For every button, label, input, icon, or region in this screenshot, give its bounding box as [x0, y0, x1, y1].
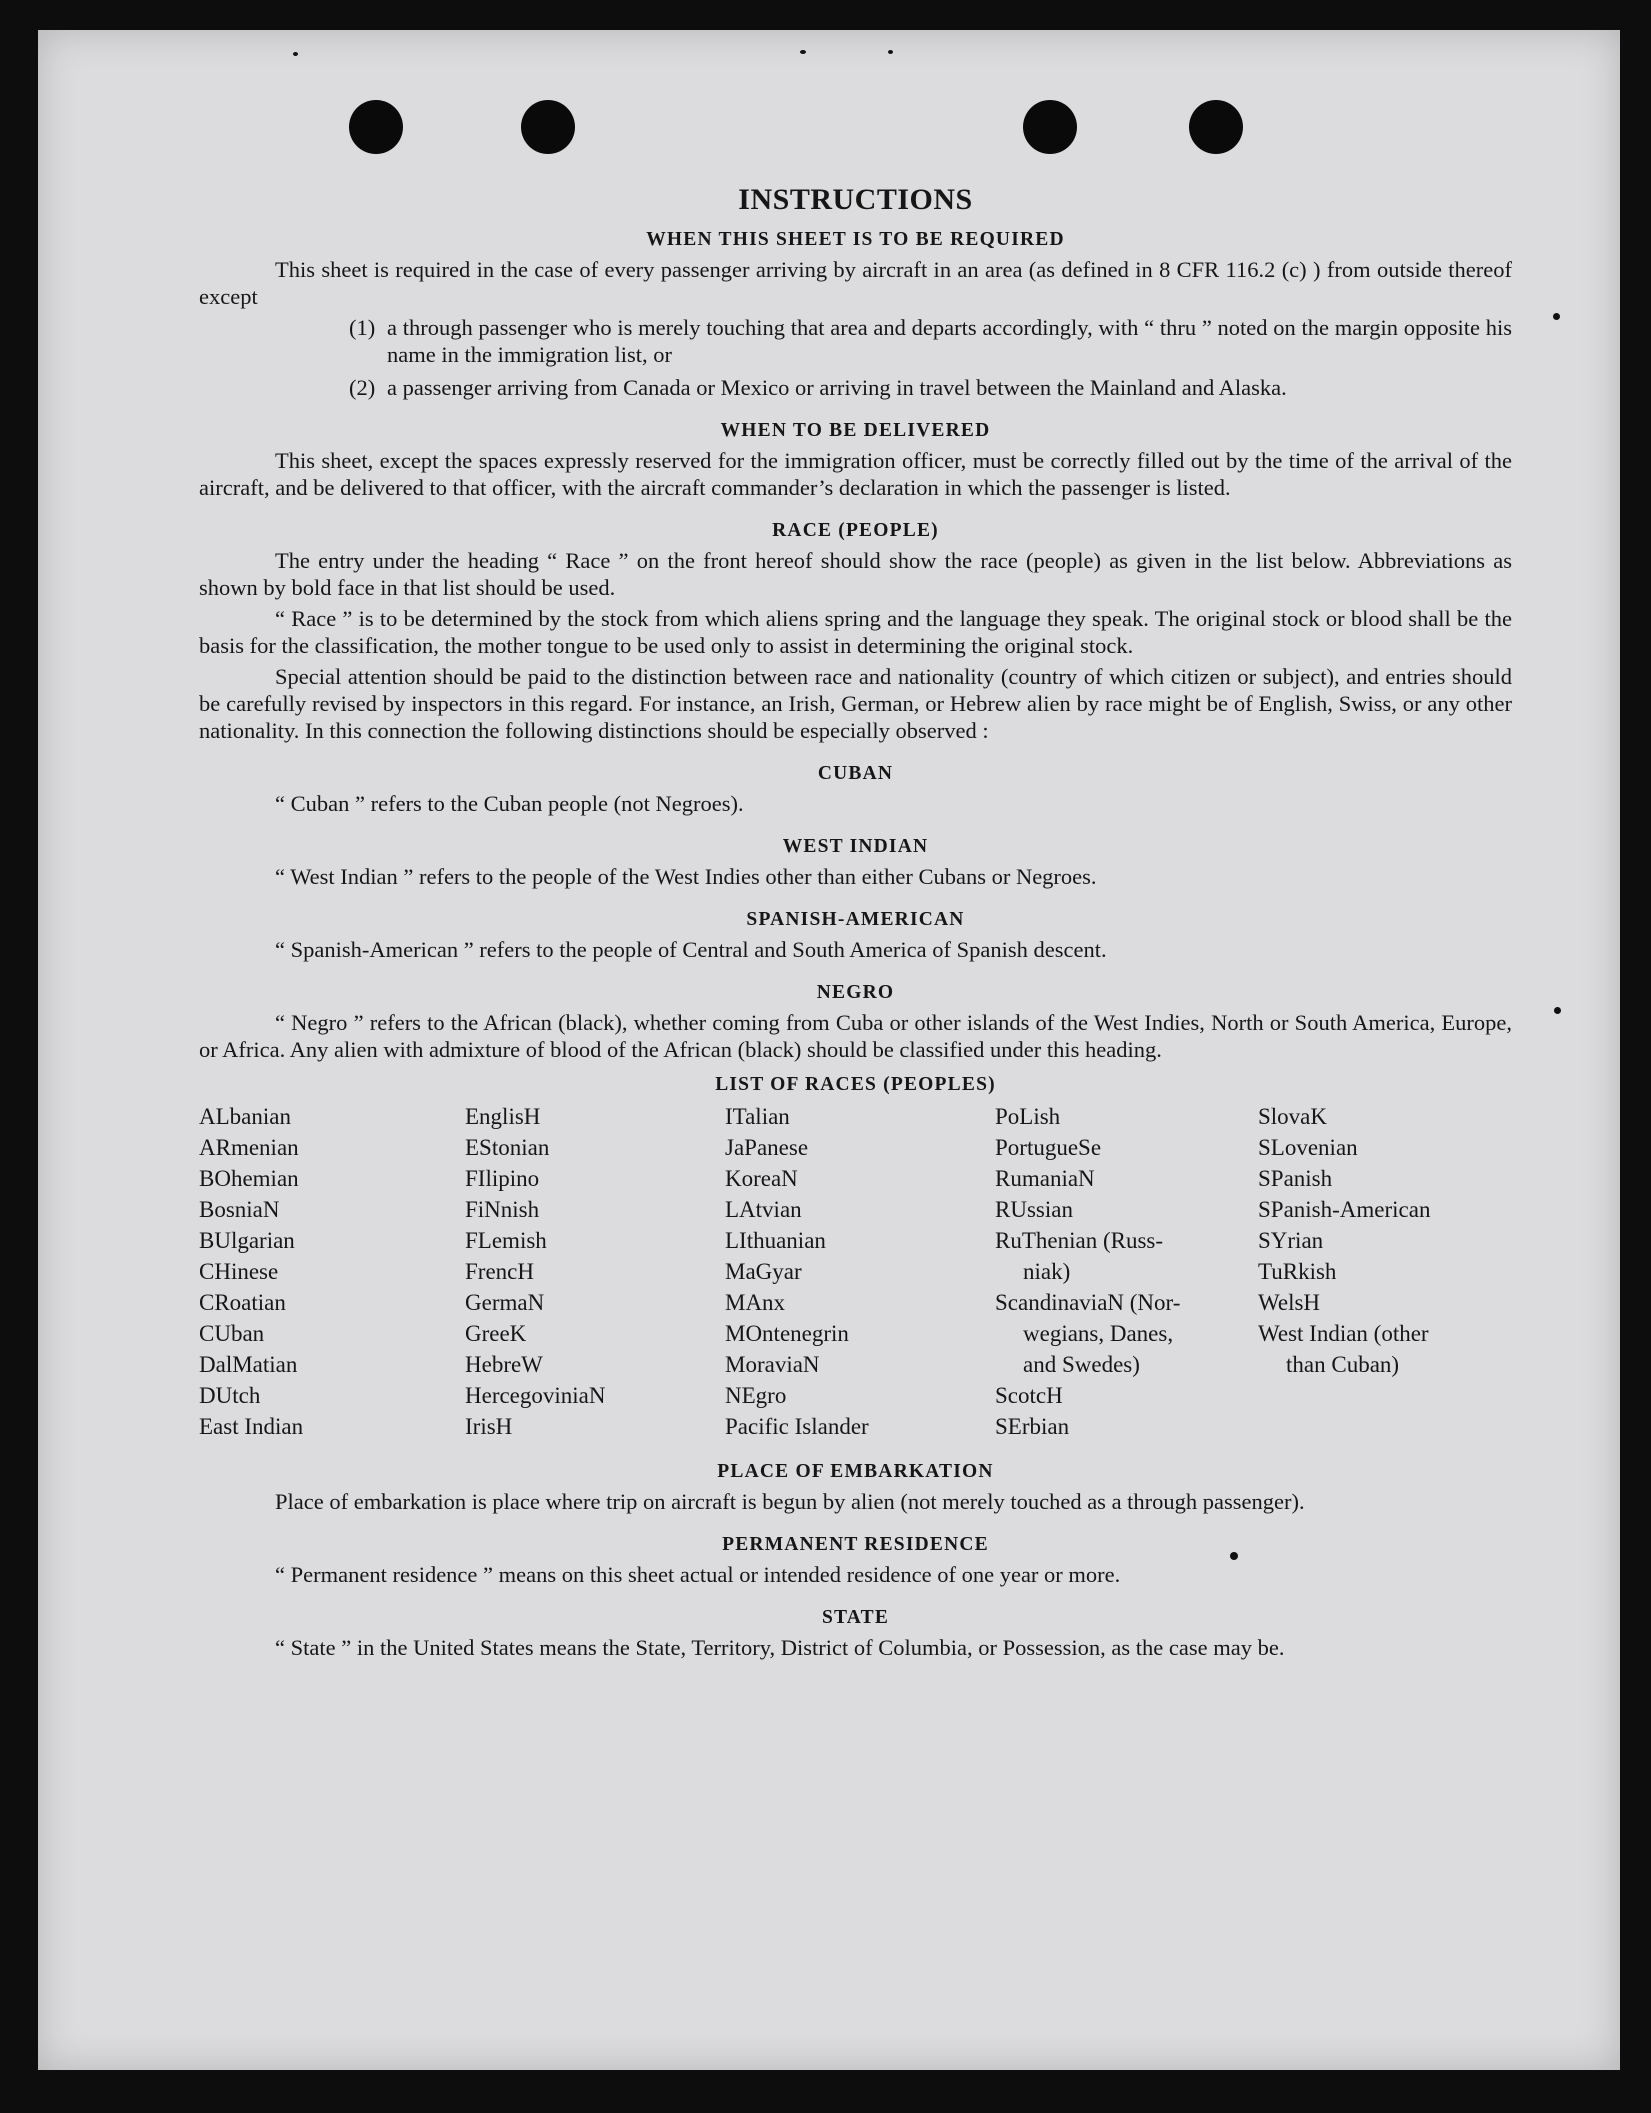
- race-item: ScotcH: [995, 1383, 1063, 1408]
- race-item: HebreW: [465, 1352, 543, 1377]
- race-item: CRoatian: [199, 1290, 286, 1315]
- punch-hole: [349, 100, 403, 154]
- race-item: FiNnish: [465, 1197, 540, 1222]
- race-item: TuRkish: [1258, 1259, 1337, 1284]
- race-item: FIlipino: [465, 1166, 540, 1191]
- race-item: CHinese: [199, 1259, 279, 1284]
- heading-when-this-sheet-is-to-be-required: WHEN THIS SHEET IS TO BE REQUIRED: [646, 229, 1065, 250]
- paragraph: “ State ” in the United States means the State, Territory, District of Columbia, or Possession, as the case may be.: [275, 1635, 1285, 1660]
- heading-spanish-american: SPANISH-AMERICAN: [746, 909, 965, 930]
- race-item: KoreaN: [725, 1166, 798, 1191]
- race-item: PoLish: [995, 1104, 1061, 1129]
- item-number: (2): [349, 375, 376, 400]
- paragraph: “ West Indian ” refers to the people of the West Indies other than either Cubans or Negroes.: [275, 864, 1097, 889]
- race-item: EnglisH: [465, 1104, 541, 1129]
- race-item: FrencH: [465, 1259, 534, 1284]
- races-column: [725, 1101, 995, 1442]
- heading-permanent-residence: PERMANENT RESIDENCE: [722, 1534, 989, 1555]
- paragraph: The entry under the heading “ Race ” on the front hereof should show the race (people) as given in the list below. Abbreviations as shown by bold face in that list should be used.: [199, 548, 1512, 600]
- race-item: MoraviaN: [725, 1352, 820, 1377]
- race-item: CUban: [199, 1321, 265, 1346]
- punch-hole: [1189, 100, 1243, 154]
- race-item: BosniaN: [199, 1197, 280, 1222]
- races-column: [1258, 1101, 1512, 1442]
- heading-state: STATE: [821, 1607, 890, 1628]
- race-item: East Indian: [199, 1414, 304, 1439]
- race-item: SLovenian: [1258, 1135, 1358, 1160]
- document-body: [199, 182, 1512, 1661]
- race-item: SPanish-American: [1258, 1197, 1431, 1222]
- race-item: ALbanian: [199, 1104, 291, 1129]
- race-item: SErbian: [995, 1414, 1070, 1439]
- race-item: BOhemian: [199, 1166, 299, 1191]
- races-heading: LIST OF RACES (PEOPLES): [715, 1074, 996, 1095]
- race-item: ARmenian: [199, 1135, 299, 1160]
- race-item: SPanish: [1258, 1166, 1333, 1191]
- race-item: West Indian (other than Cuban): [1258, 1321, 1429, 1377]
- paragraph: “ Cuban ” refers to the Cuban people (not Negroes).: [275, 791, 744, 816]
- race-item: WelsH: [1258, 1290, 1321, 1315]
- paragraph: “ Permanent residence ” means on this sheet actual or intended residence of one year or more.: [275, 1562, 1121, 1587]
- race-item: DUtch: [199, 1383, 261, 1408]
- speck: [1553, 313, 1560, 320]
- instruction-sections-after: [199, 1442, 1512, 1661]
- races-column: [995, 1101, 1258, 1442]
- race-item: SYrian: [1258, 1228, 1324, 1253]
- race-item: LAtvian: [725, 1197, 802, 1222]
- race-item: MAnx: [725, 1290, 786, 1315]
- speck: [800, 50, 806, 54]
- heading-place-of-embarkation: PLACE OF EMBARKATION: [717, 1461, 994, 1482]
- race-item: NEgro: [725, 1383, 787, 1408]
- heading-race-people: RACE (PEOPLE): [772, 520, 939, 541]
- race-item: RUssian: [995, 1197, 1073, 1222]
- paragraph: This sheet, except the spaces expressly reserved for the immigration officer, must be correctly filled out by the time of the arrival of the aircraft, and be delivered to that officer, with the aircraft commander’s declaration in which the passenger is listed.: [199, 448, 1512, 500]
- race-item: Pacific Islander: [725, 1414, 869, 1439]
- race-item: ITalian: [725, 1104, 790, 1129]
- heading-cuban: CUBAN: [817, 763, 894, 784]
- paragraph: “ Race ” is to be determined by the stock from which aliens spring and the language they speak. The original stock or blood shall be the basis for the classification, the mother tongue to be used only to assist in determining the original stock.: [199, 606, 1512, 658]
- paragraph: Place of embarkation is place where trip on aircraft is begun by alien (not merely touched as a through passenger).: [275, 1489, 1305, 1514]
- race-item: BUlgarian: [199, 1228, 295, 1253]
- race-item: MaGyar: [725, 1259, 802, 1284]
- race-item: LIthuanian: [725, 1228, 826, 1253]
- item-text: a through passenger who is merely touching that area and departs accordingly, with “ thru ” noted on the margin opposite his name in the immigration list, or: [387, 315, 1512, 367]
- item-number: (1): [349, 315, 376, 340]
- race-item: MOntenegrin: [725, 1321, 849, 1346]
- race-item: PortugueSe: [995, 1135, 1102, 1160]
- race-item: JaPanese: [725, 1135, 809, 1160]
- races-list: [199, 1101, 1512, 1442]
- race-item: FLemish: [465, 1228, 547, 1253]
- race-item: SlovaK: [1258, 1104, 1327, 1129]
- race-item: GermaN: [465, 1290, 545, 1315]
- race-item: RuThenian (Russ- niak): [995, 1228, 1164, 1284]
- punch-hole: [521, 100, 575, 154]
- paragraph: Special attention should be paid to the distinction between race and nationality (country of which citizen or subject), and entries should be carefully revised by inspectors in this regard. For instance, an Irish, German, or Hebrew alien by race might be of English, Swiss, or any other nationality. In this connection the following distinctions should be especially observed :: [199, 664, 1512, 743]
- numbered-item: [349, 314, 1512, 368]
- paragraph: “ Negro ” refers to the African (black), whether coming from Cuba or other islands of the West Indies, North or South America, Europe, or Africa. Any alien with admixture of blood of the African (black) should be classified under this heading.: [199, 1010, 1512, 1062]
- race-item: ScandinaviaN (Nor- wegians, Danes, and Swedes): [995, 1290, 1181, 1377]
- race-item: GreeK: [465, 1321, 527, 1346]
- page-title: INSTRUCTIONS: [738, 183, 973, 216]
- race-item: RumaniaN: [995, 1166, 1095, 1191]
- paragraph: “ Spanish-American ” refers to the people of Central and South America of Spanish descent.: [275, 937, 1107, 962]
- race-item: IrisH: [465, 1414, 513, 1439]
- speck: [1554, 1007, 1561, 1014]
- document-sheet: [38, 30, 1620, 2070]
- heading-when-to-be-delivered: WHEN TO BE DELIVERED: [720, 420, 991, 441]
- races-column: [199, 1101, 465, 1442]
- heading-west-indian: WEST INDIAN: [782, 836, 929, 857]
- punch-hole: [1023, 100, 1077, 154]
- item-text: a passenger arriving from Canada or Mexico or arriving in travel between the Mainland and Alaska.: [387, 375, 1287, 400]
- race-item: DalMatian: [199, 1352, 298, 1377]
- speck: [888, 50, 893, 54]
- numbered-item: [349, 374, 1512, 401]
- race-item: EStonian: [465, 1135, 550, 1160]
- races-column: [465, 1101, 725, 1442]
- race-item: HercegoviniaN: [465, 1383, 606, 1408]
- heading-negro: NEGRO: [816, 982, 895, 1003]
- speck: [293, 52, 298, 56]
- instruction-sections: [199, 228, 1512, 1063]
- paragraph: This sheet is required in the case of every passenger arriving by aircraft in an area (as defined in 8 CFR 116.2 (c) ) from outside thereof except: [199, 257, 1512, 309]
